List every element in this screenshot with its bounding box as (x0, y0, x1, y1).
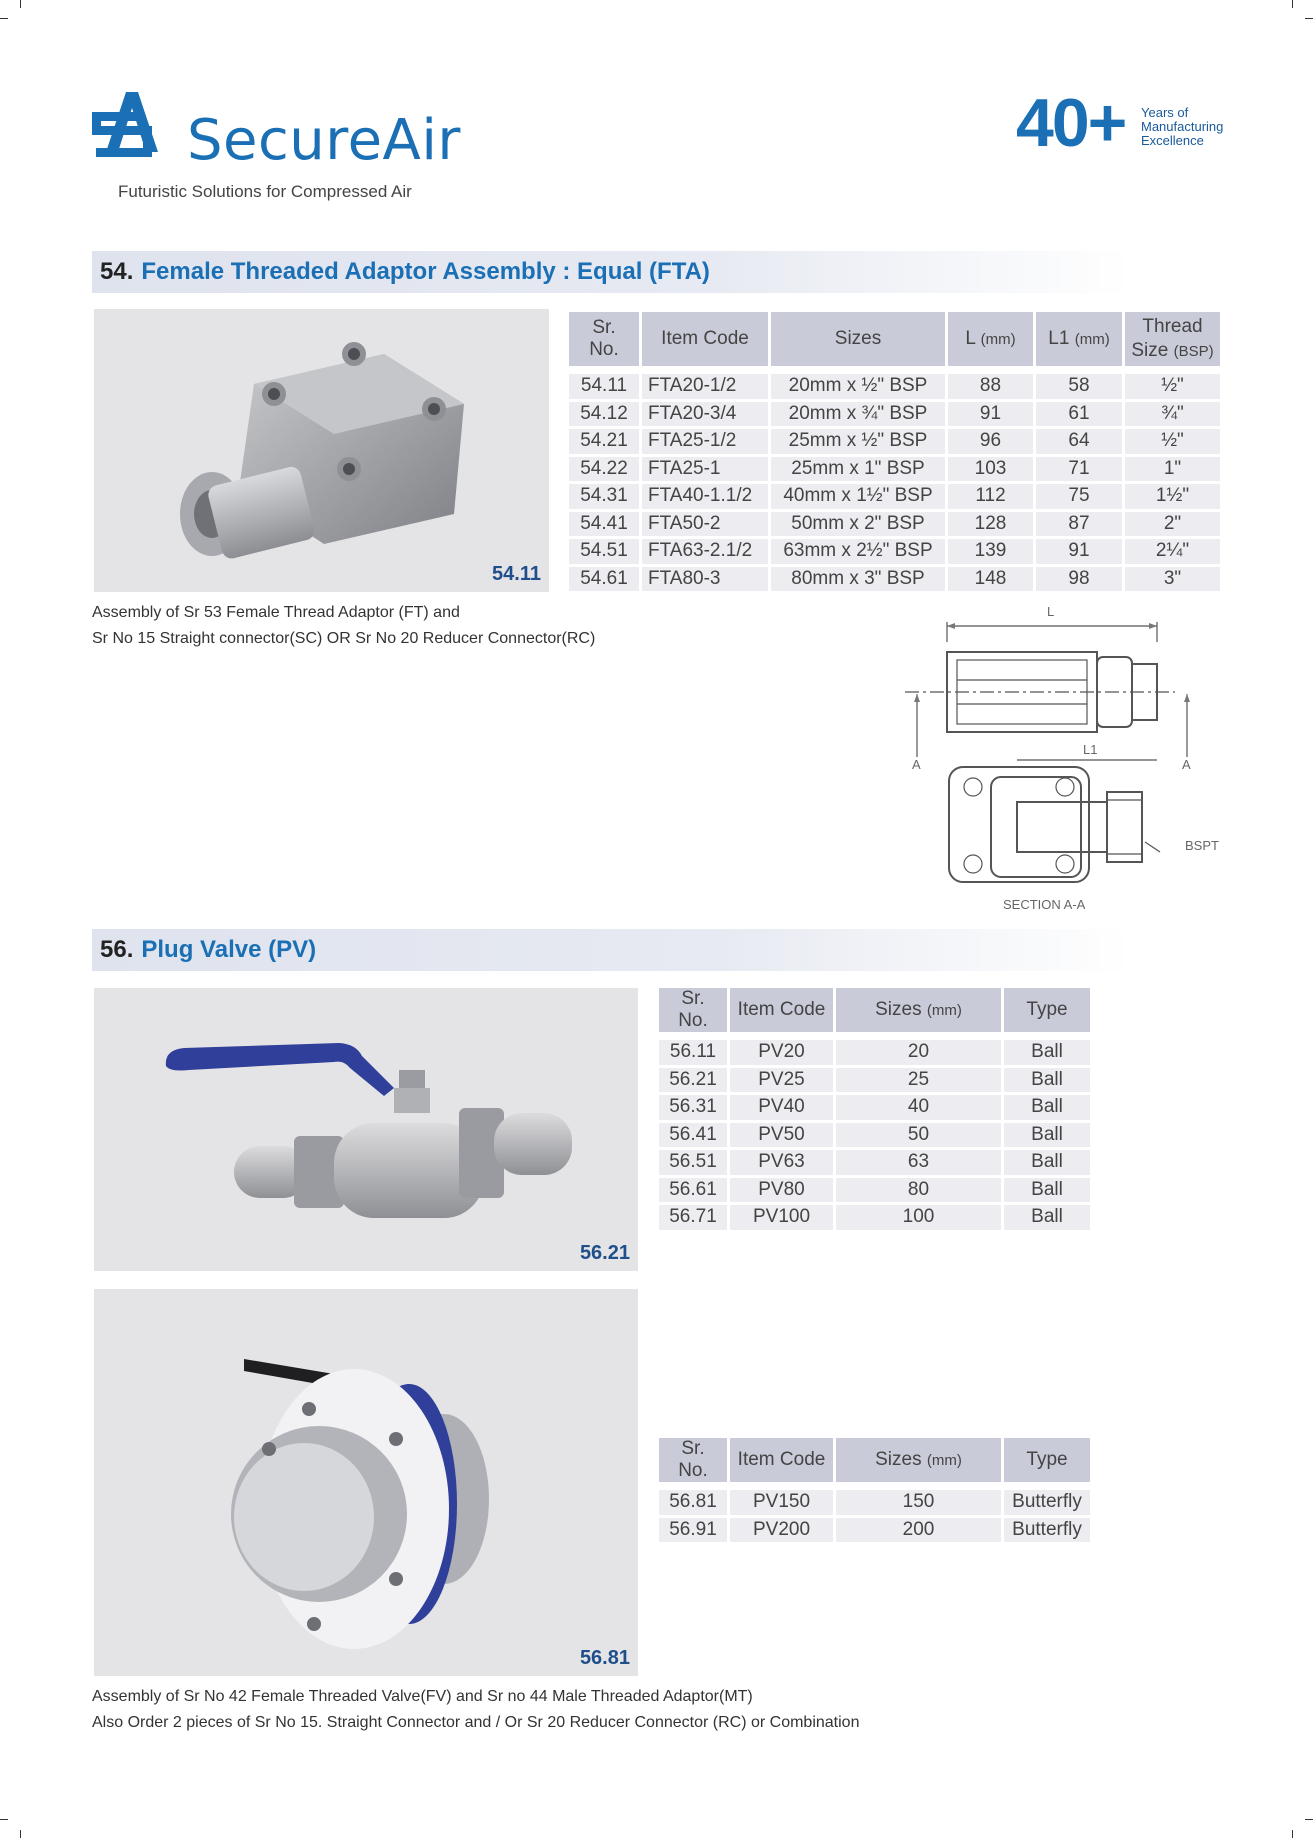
table-row: 56.81 PV150 150 Butterfly (659, 1490, 1090, 1515)
product-photo-butterfly-valve (94, 1289, 638, 1676)
col-header (1125, 312, 1220, 366)
table-row: 54.12 FTA20-3/4 20mm x ¾" BSP 91 61 ¾" (569, 402, 1220, 427)
dim-label: BSPT (1185, 838, 1219, 853)
table-row: 56.21 PV25 25 Ball (659, 1068, 1090, 1093)
dim-label: A (912, 757, 921, 772)
col-header: Sr. No. (569, 312, 639, 366)
badge-line: Years of (1141, 105, 1189, 120)
table-row: 56.51 PV63 63 Ball (659, 1150, 1090, 1175)
photo-label: 54.11 (492, 563, 541, 585)
table-row: 56.61 PV80 80 Ball (659, 1178, 1090, 1203)
brand-logo (92, 90, 461, 210)
dim-label: A (1182, 757, 1191, 772)
section-number: 54. (100, 258, 134, 285)
ball-valve-illustration (94, 988, 638, 1271)
badge-text (1141, 106, 1251, 148)
pv-ball-table (656, 985, 1093, 1233)
col-header: Sr. No. (659, 988, 727, 1032)
badge-line: Manufacturing (1141, 119, 1224, 134)
badge-line: Excellence (1141, 133, 1204, 148)
table-row: 54.22 FTA25-1 25mm x 1" BSP 103 71 1" (569, 457, 1220, 482)
col-header: Sr. No. (659, 1438, 727, 1482)
product-photo-ball-valve (94, 988, 638, 1271)
product-photo-fta (94, 309, 549, 592)
col-header (948, 312, 1033, 366)
section-title: Female Threaded Adaptor Assembly : Equal (FTA) (141, 258, 710, 285)
note-line: Assembly of Sr No 42 Female Threaded Valve(FV) and Sr no 44 Male Threaded Adaptor(MT) (92, 1688, 753, 1705)
table-row: 56.91 PV200 200 Butterfly (659, 1518, 1090, 1543)
table-row: 56.41 PV50 50 Ball (659, 1123, 1090, 1148)
col-header-unit: (mm) (1074, 331, 1110, 348)
col-header-label: L1 (1048, 328, 1070, 349)
col-header-label: Sizes (875, 999, 922, 1020)
drawing-caption: SECTION A-A (1003, 897, 1086, 912)
section-number: 56. (100, 936, 134, 963)
photo-label: 56.81 (579, 1647, 630, 1669)
note-line: Sr No 15 Straight connector(SC) OR Sr No 20 Reducer Connector(RC) (92, 630, 596, 647)
col-header (836, 988, 1001, 1032)
table-row: 54.41 FTA50-2 50mm x 2" BSP 128 87 2" (569, 512, 1220, 537)
badge-number: 40+ (1016, 85, 1126, 161)
table-row: 56.71 PV100 100 Ball (659, 1205, 1090, 1230)
dim-label: L (1047, 604, 1055, 619)
col-header-label: Thread (1142, 315, 1203, 337)
dim-label: L1 (1083, 742, 1098, 757)
col-header: Type (1004, 1438, 1090, 1482)
section-56-header (92, 929, 1132, 971)
pv-butterfly-table (656, 1435, 1093, 1545)
col-header-label: Sizes (875, 1449, 922, 1470)
col-header-unit: (mm) (926, 1002, 962, 1019)
brand-name: SecureAir (187, 108, 461, 173)
col-header: Item Code (730, 1438, 833, 1482)
col-header: Item Code (642, 312, 768, 366)
fta-technical-drawing (895, 602, 1225, 922)
table-row: 54.31 FTA40-1.1/2 40mm x 1½" BSP 112 75 1½" (569, 484, 1220, 509)
table-row: 54.51 FTA63-2.1/2 63mm x 2½" BSP 139 91 2¼" (569, 539, 1220, 564)
section-54-note (92, 600, 595, 652)
col-header (1036, 312, 1122, 366)
table-row: 54.21 FTA25-1/2 25mm x ½" BSP 96 64 ½" (569, 429, 1220, 454)
col-header-label: Size (1131, 339, 1169, 361)
experience-badge (1016, 85, 1236, 161)
table-row: 56.11 PV20 20 Ball (659, 1040, 1090, 1065)
fta-spec-table (566, 309, 1223, 594)
section-title: Plug Valve (PV) (141, 936, 317, 963)
photo-label: 56.21 (579, 1242, 630, 1264)
col-header: Sizes (771, 312, 945, 366)
note-line: Assembly of Sr 53 Female Thread Adaptor (FT) and (92, 604, 460, 621)
brand-tagline: Futuristic Solutions for Compressed Air (118, 182, 412, 201)
secureair-logo-icon (92, 90, 174, 172)
table-row: 54.61 FTA80-3 80mm x 3" BSP 148 98 3" (569, 567, 1220, 592)
fta-adaptor-illustration (94, 309, 549, 592)
col-header-label: L (965, 328, 976, 349)
note-line: Also Order 2 pieces of Sr No 15. Straight Connector and / Or Sr 20 Reducer Connector (RC) or Combination (92, 1714, 860, 1731)
section-56-note (92, 1684, 859, 1736)
col-header: Item Code (730, 988, 833, 1032)
butterfly-valve-illustration (94, 1289, 638, 1676)
table-row: 54.11 FTA20-1/2 20mm x ½" BSP 88 58 ½" (569, 374, 1220, 399)
col-header (836, 1438, 1001, 1482)
col-header-unit: (mm) (980, 331, 1016, 348)
col-header: Type (1004, 988, 1090, 1032)
section-drawing-icon (895, 602, 1225, 922)
col-header-unit: (BSP) (1173, 342, 1214, 360)
section-54-header (92, 251, 1132, 293)
table-row: 56.31 PV40 40 Ball (659, 1095, 1090, 1120)
col-header-unit: (mm) (926, 1452, 962, 1469)
